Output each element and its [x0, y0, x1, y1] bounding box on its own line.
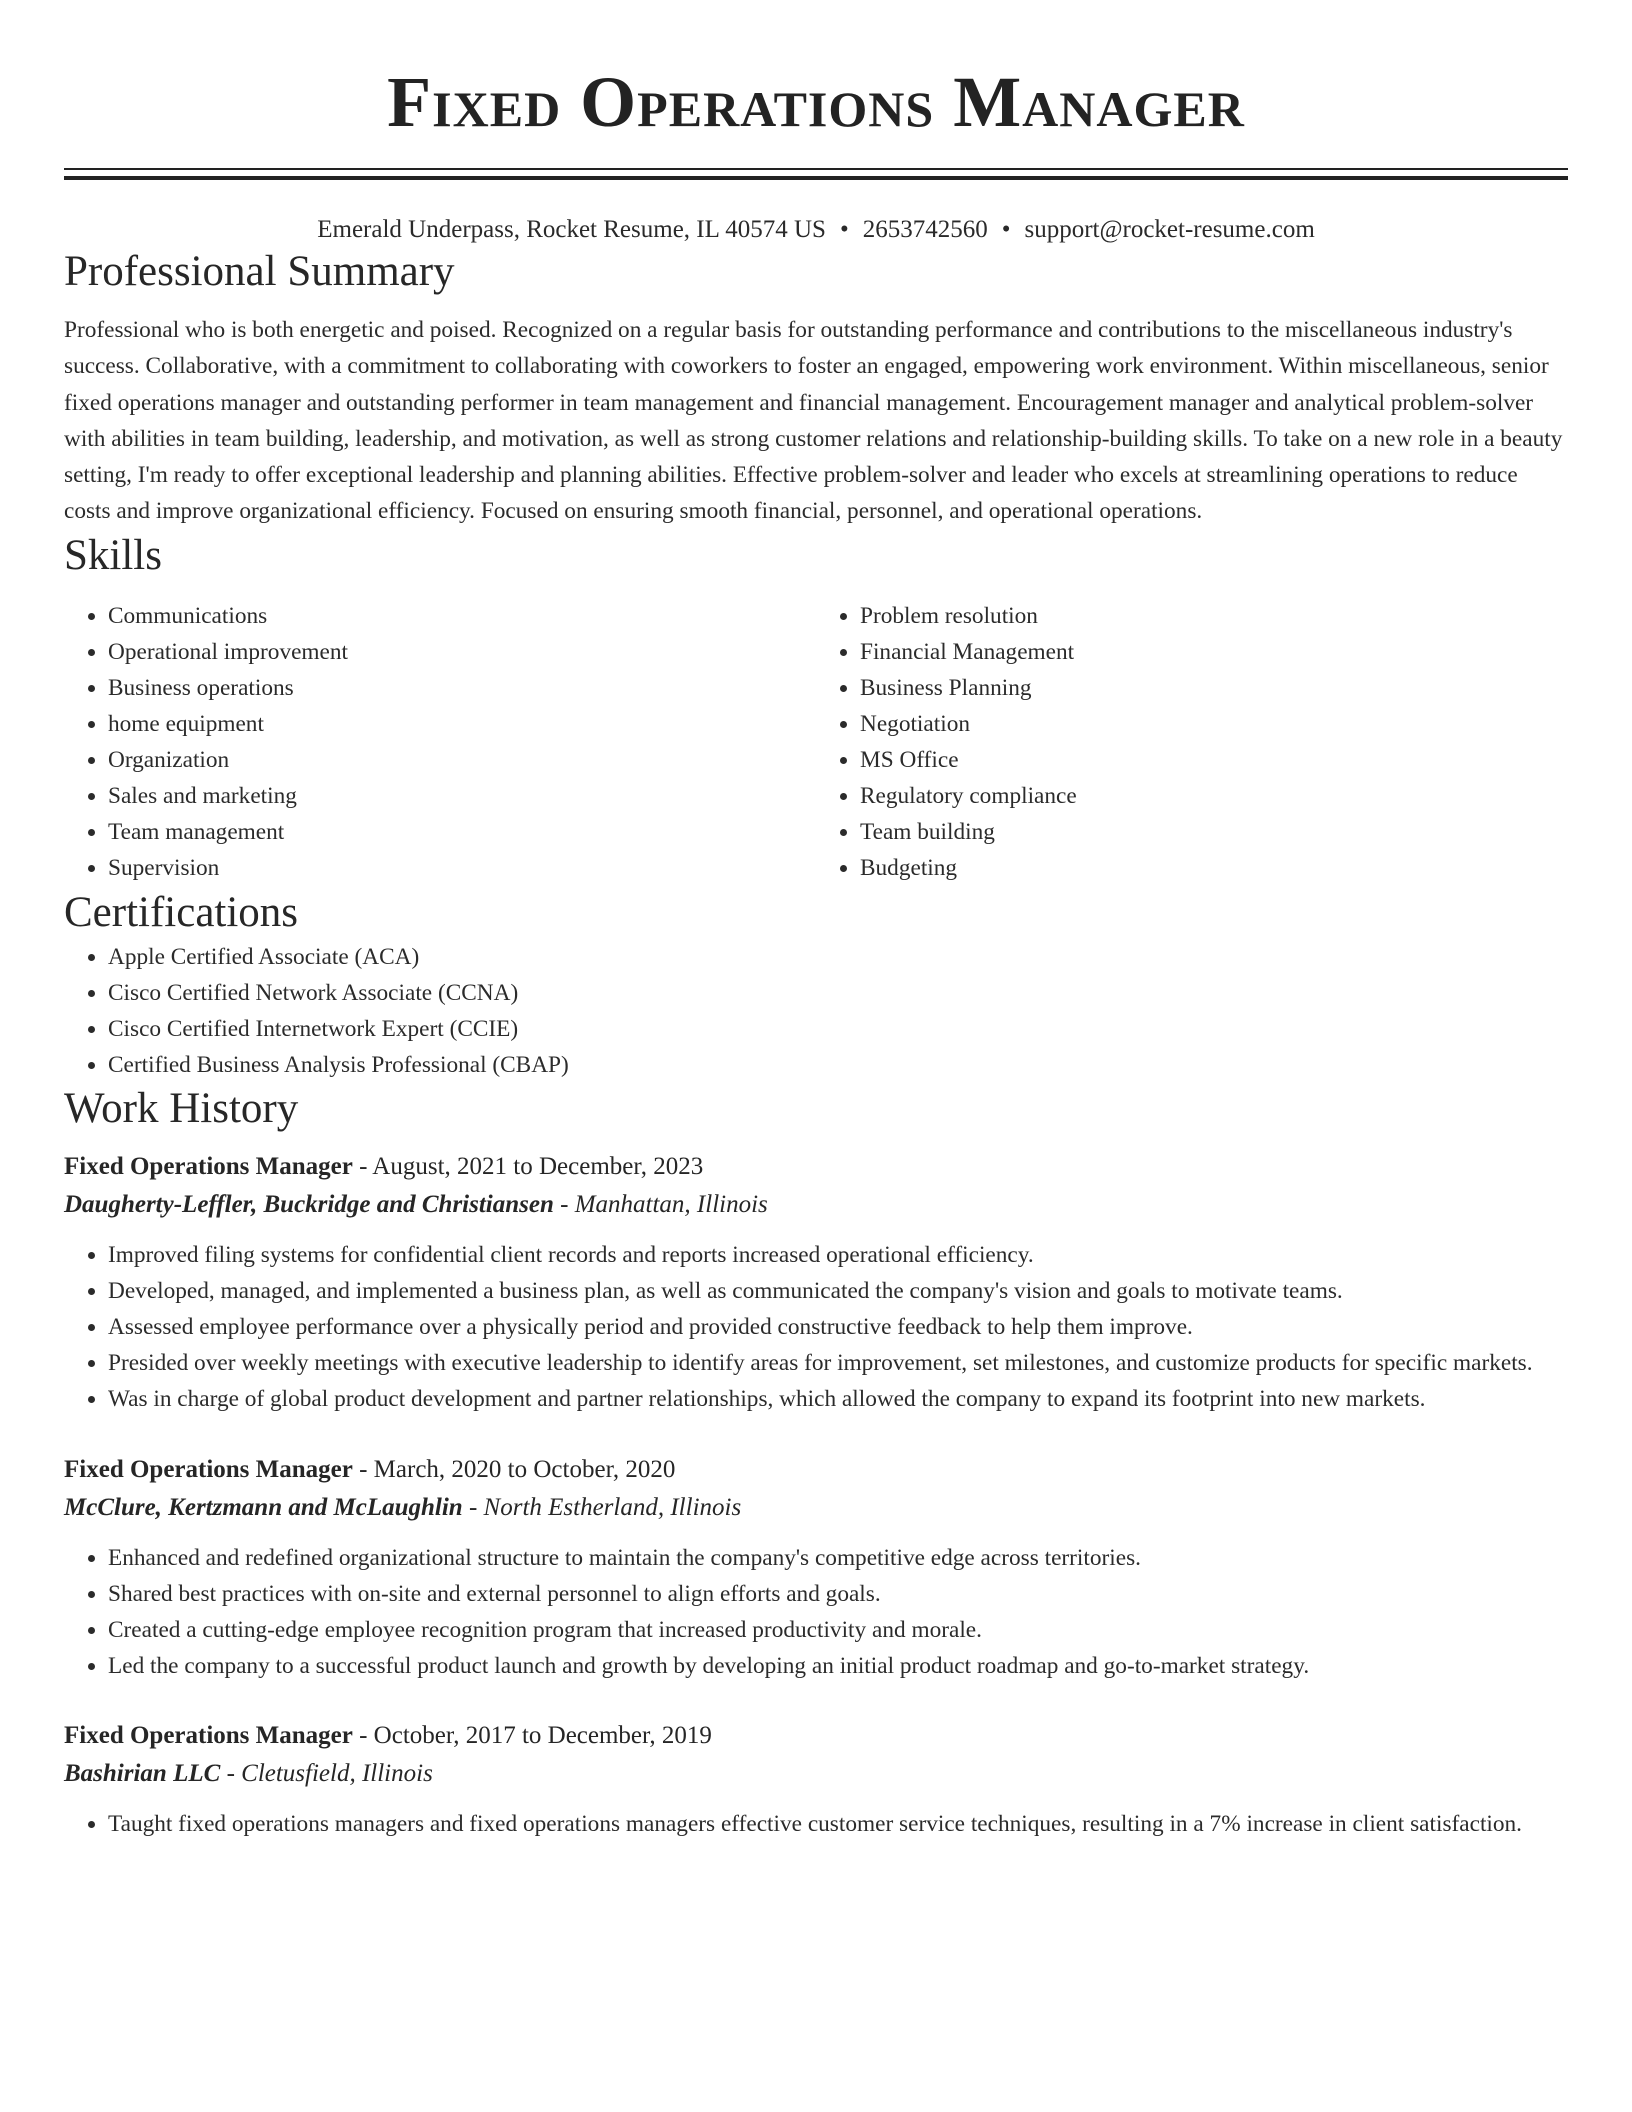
job-bullet: • Developed, managed, and implemented a business plan, as well as communicated the company's vision and goals to motivate teams. — [108, 1273, 1568, 1309]
skill-item: • Business operations — [108, 670, 816, 706]
job-bullet: • Assessed employee performance over a physically period and provided constructive feedback to help them improve. — [108, 1309, 1568, 1345]
contact-email: support@rocket-resume.com — [1024, 216, 1315, 243]
job-role: Fixed Operations Manager — [64, 1722, 353, 1750]
skill-item: • Budgeting — [860, 850, 1568, 886]
job-bullet: • Taught fixed operations managers and fixed operations managers effective customer service techniques, resulting in a 7% increase in client satisfaction. — [108, 1806, 1568, 1842]
contact-phone: 2653742560 — [862, 216, 988, 243]
certification-item: • Certified Business Analysis Professional (CBAP) — [108, 1047, 1568, 1083]
skill-item: • Communications — [108, 598, 816, 634]
job-dates: - August, 2021 to December, 2023 — [352, 1152, 704, 1180]
job-entry — [64, 1452, 1568, 1685]
skill-item: • MS Office — [860, 742, 1568, 778]
job-company: Bashirian LLC — [64, 1760, 221, 1788]
job-bullets — [64, 1540, 1568, 1685]
skill-item: • Regulatory compliance — [860, 778, 1568, 814]
job-location: - Cletusfield, Illinois — [220, 1760, 433, 1788]
skill-item: • Problem resolution — [860, 598, 1568, 634]
contact-separator: • — [1001, 216, 1011, 243]
job-location: - Manhattan, Illinois — [553, 1190, 768, 1218]
certifications-heading: Certifications — [64, 888, 299, 936]
job-company: Daugherty-Leffler, Buckridge and Christiansen — [64, 1190, 554, 1218]
certification-item: • Cisco Certified Network Associate (CCNA) — [108, 975, 1568, 1011]
job-bullets — [64, 1237, 1568, 1418]
skills-list-right — [816, 598, 1568, 887]
job-company-line — [64, 1754, 1568, 1794]
contact-address: Emerald Underpass, Rocket Resume, IL 40574 US — [317, 216, 826, 243]
job-entry — [64, 1149, 1568, 1418]
skill-item: • Team building — [860, 814, 1568, 850]
job-role: Fixed Operations Manager — [64, 1152, 353, 1180]
skill-item: • Operational improvement — [108, 634, 816, 670]
job-bullet: • Presided over weekly meetings with executive leadership to identify areas for improvement, set milestones, and customize products for specific markets. — [108, 1345, 1568, 1381]
job-entry — [64, 1718, 1568, 1842]
skill-item: • home equipment — [108, 706, 816, 742]
job-company-line — [64, 1488, 1568, 1528]
skill-item: • Business Planning — [860, 670, 1568, 706]
skill-item: • Organization — [108, 742, 816, 778]
skill-item: • Supervision — [108, 850, 816, 886]
skill-item: • Sales and marketing — [108, 778, 816, 814]
job-bullets — [64, 1806, 1568, 1842]
job-bullet: • Improved filing systems for confidential client records and reports increased operational efficiency. — [108, 1237, 1568, 1273]
certifications-list — [64, 939, 1568, 1083]
contact-line — [64, 214, 1568, 246]
job-bullet: • Was in charge of global product development and partner relationships, which allowed the company to expand its footprint into new markets. — [108, 1381, 1568, 1417]
header-divider-bottom — [64, 176, 1568, 180]
contact-separator: • — [839, 216, 849, 243]
job-company: McClure, Kertzmann and McLaughlin — [64, 1493, 463, 1521]
work-history-heading: Work History — [64, 1084, 299, 1132]
job-bullet: • Created a cutting-edge employee recognition program that increased productivity and morale. — [108, 1612, 1568, 1648]
skills-columns — [64, 598, 1568, 887]
skills-list-left — [64, 598, 816, 887]
job-dates: - October, 2017 to December, 2019 — [352, 1722, 712, 1750]
job-bullet: • Enhanced and redefined organizational structure to maintain the company's competitive edge across territories. — [108, 1540, 1568, 1576]
certification-item: • Apple Certified Associate (ACA) — [108, 939, 1568, 975]
job-title-line — [64, 1149, 1568, 1185]
job-title-line — [64, 1452, 1568, 1488]
skill-item: • Team management — [108, 814, 816, 850]
skill-item: • Financial Management — [860, 634, 1568, 670]
job-location: - North Estherland, Illinois — [462, 1493, 742, 1521]
job-title-line — [64, 1718, 1568, 1754]
job-dates: - March, 2020 to October, 2020 — [352, 1455, 676, 1483]
job-role: Fixed Operations Manager — [64, 1455, 353, 1483]
header-divider-top — [64, 168, 1568, 170]
skills-heading: Skills — [64, 531, 162, 579]
job-bullet: • Shared best practices with on-site and external personnel to align efforts and goals. — [108, 1576, 1568, 1612]
certification-item: • Cisco Certified Internetwork Expert (CCIE) — [108, 1011, 1568, 1047]
skill-item: • Negotiation — [860, 706, 1568, 742]
summary-heading: Professional Summary — [64, 248, 455, 295]
job-bullet: • Led the company to a successful product launch and growth by developing an initial product roadmap and go-to-market strategy. — [108, 1648, 1568, 1684]
resume-name-heading: Fixed Operations Manager — [387, 62, 1245, 142]
resume-page — [64, 0, 1568, 1843]
summary-text: Professional who is both energetic and poised. Recognized on a regular basis for outstanding performance and contributions to the miscellaneous industry's success. Collaborative, with a commitment to collaborating with coworkers to foster an engaged, empowering work environment. Within miscellaneous, senior fixed operations manager and outstanding performer in team management and financial management. Encouragement manager and analytical problem-solver with abilities in team building, leadership, and motivation, as well as strong customer relations and relationship-building skills. To take on a new role in a beauty setting, I'm ready to offer exceptional leadership and planning abilities. Effective problem-solver and leader who excels at streamlining operations to reduce costs and improve organizational efficiency. Focused on ensuring smooth financial, personnel, and operational operations. — [64, 317, 1563, 525]
job-company-line — [64, 1185, 1568, 1225]
